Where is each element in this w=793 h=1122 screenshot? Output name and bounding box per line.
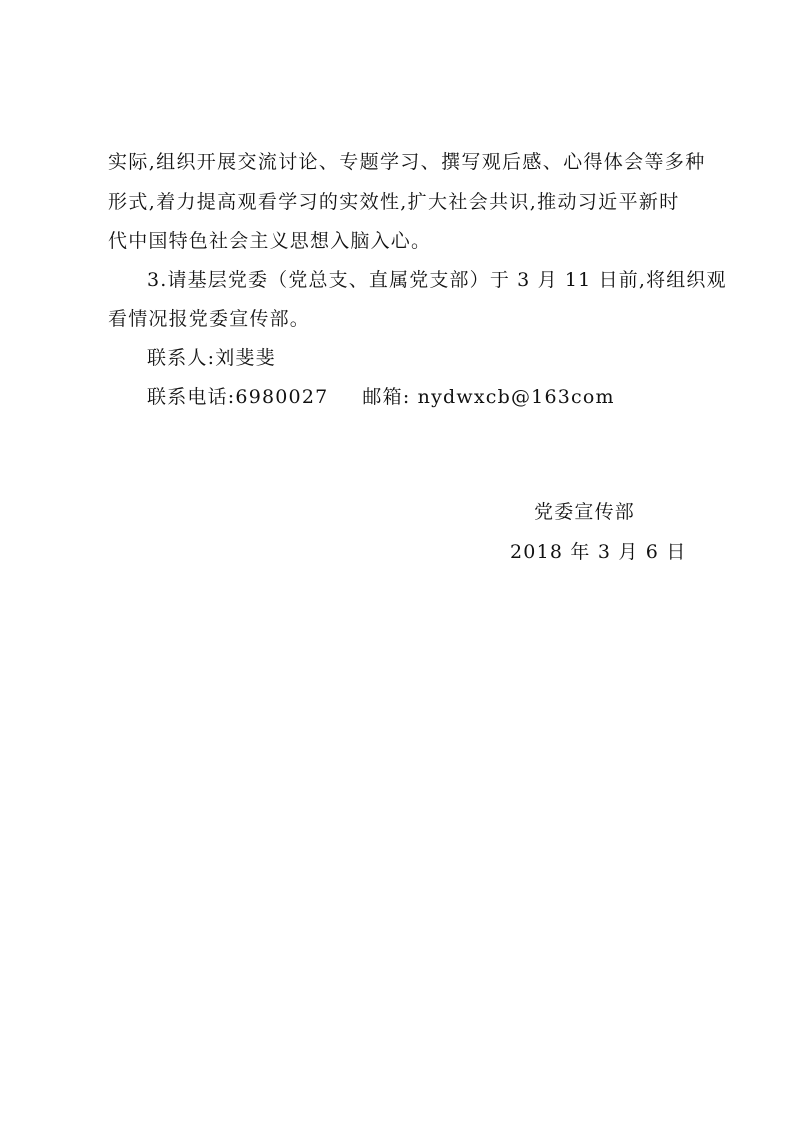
contact-person: 联系人:刘斐斐 xyxy=(147,347,276,369)
issue-date: 2018 年 3 月 6 日 xyxy=(510,541,687,563)
contact-email: 邮箱: nydwxcb@163com xyxy=(362,386,615,408)
contact-phone: 联系电话:6980027 xyxy=(147,386,329,408)
body-text-line: 代中国特色社会主义思想入脑入心。 xyxy=(108,230,432,252)
issuer-signature: 党委宣传部 xyxy=(534,501,636,523)
body-text-line: 形式,着力提高观看学习的实效性,扩大社会共识,推动习近平新时 xyxy=(108,191,680,213)
item-3-text-line: 3.请基层党委（党总支、直属党支部）于 3 月 11 日前,将组织观 xyxy=(147,269,727,291)
item-3-text-line: 看情况报党委宣传部。 xyxy=(108,308,311,330)
body-text-line: 实际,组织开展交流讨论、专题学习、撰写观后感、心得体会等多种 xyxy=(108,151,706,173)
contact-row xyxy=(147,385,615,409)
